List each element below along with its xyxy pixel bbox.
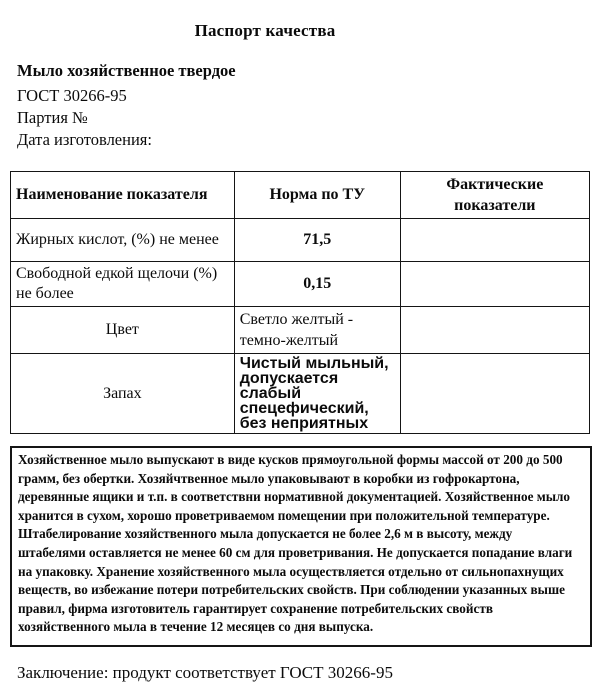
table-row [11,354,590,434]
indicator-name-color: Цвет [11,307,235,354]
gost-line: ГОСТ 30266-95 [17,86,127,105]
date-line: Дата изготовления: [17,130,152,149]
fact-value-cell [400,354,589,434]
batch-line: Партия № [17,108,88,127]
column-header-name: Наименование показателя [11,172,235,219]
indicator-name-smell: Запах [11,354,235,434]
norm-value-color: Светло желтый - темно-желтый [234,307,400,354]
fact-value-cell [400,219,589,262]
fact-value-cell [400,262,589,307]
norm-value-free-alkali: 0,15 [234,262,400,307]
fact-value-cell [400,307,589,354]
indicator-name-free-alkali: Свободной едкой щелочи (%) не более [11,262,235,307]
norm-value-fatty-acids: 71,5 [234,219,400,262]
storage-info-box: Хозяйственное мыло выпускают в виде кусков прямоугольной формы массой от 200 до 500 грамм, без обертки. Хозяйчтвенное мыло упаковывают в коробки из гофрокартона, деревянные ящики и т.п. в соответствни нормативной документацией. Хозяйственное мыло хранится в сухом, хорошо проветриваемом помещении при положительной температуре. Штабелирование хозяйственного мыла допускается не более 2,6 м в высоту, между штабелями оставляется не менее 60 см для проветривания. Не допускается попадание влаги на упаковку. Хранение хозяйственного мыла осуществляется отдельно от сильнопахнущих веществ, во избежание потери потребительских свойств. При соблюдении указанных выше правил, фирма изготовитель гарантирует сохранение потребительских свойств хозяйственного мыла в течение 12 месяцев со дня выпуска. [10,446,592,647]
quality-table [10,171,590,434]
document-header [17,61,600,151]
column-header-norm: Норма по ТУ [234,172,400,219]
table-row [11,307,590,354]
table-row [11,262,590,307]
column-header-fact: Фактические показатели [400,172,589,219]
norm-value-smell: Чистый мыльный, допускается слабый спецефический, без неприятных [234,354,400,434]
table-row [11,219,590,262]
indicator-name-fatty-acids: Жирных кислот, (%) не менее [11,219,235,262]
page-title: Паспорт качества [194,21,336,40]
conclusion-line: Заключение: продукт соответствует ГОСТ 30266-95 [17,662,393,682]
table-header-row [11,172,590,219]
product-name: Мыло хозяйственное твердое [17,61,236,80]
